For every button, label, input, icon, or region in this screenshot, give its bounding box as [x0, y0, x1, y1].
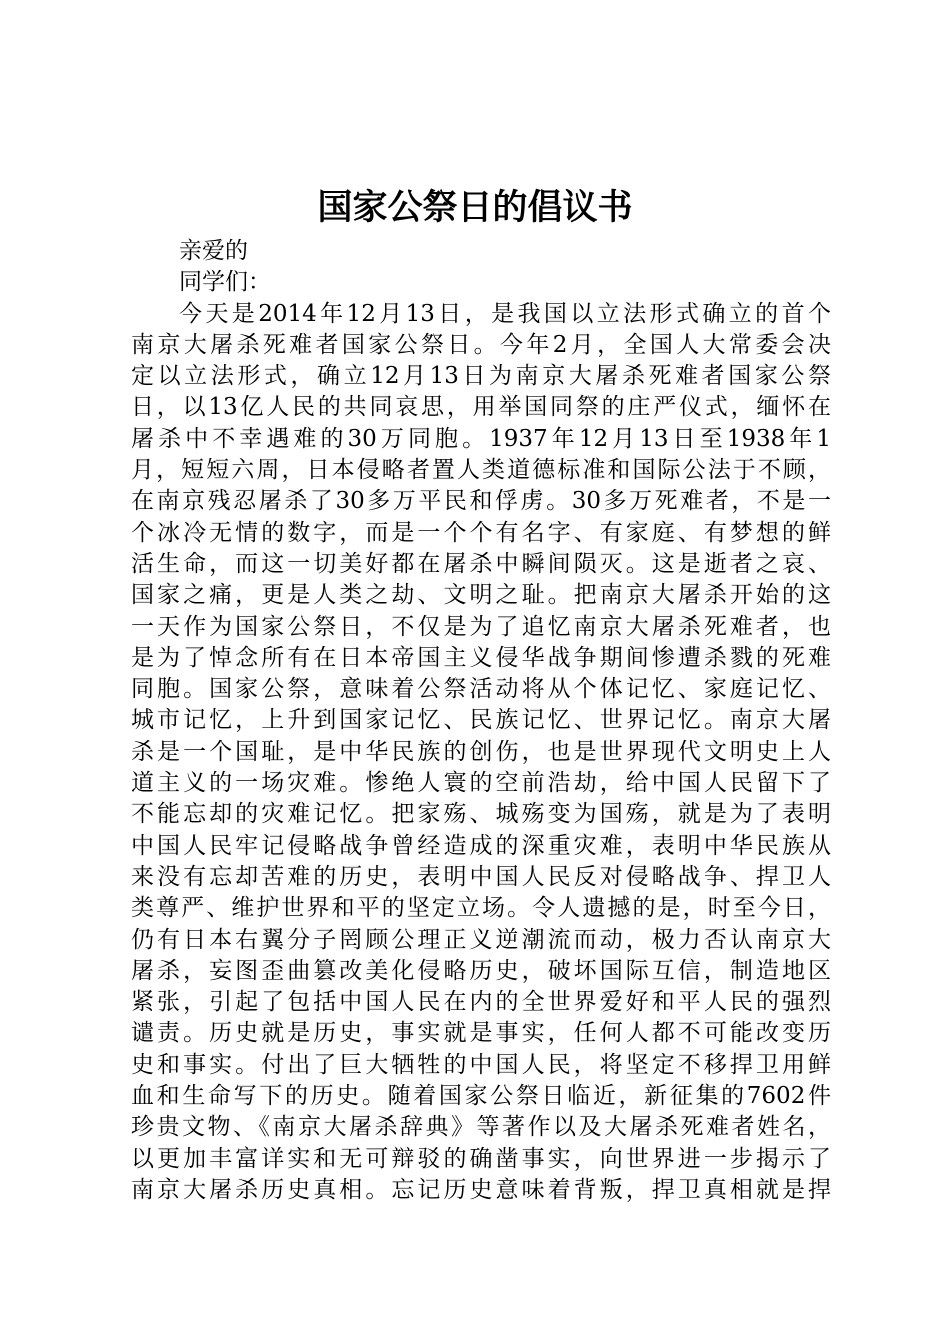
- body-line: 今天是2014年12月13日，是我国以立法形式确立的首个: [179, 300, 831, 327]
- body-line: 同胞。国家公祭，意味着公祭活动将从个体记忆、家庭记忆、: [131, 676, 831, 703]
- body-line: 国家之痛，更是人类之劫、文明之耻。把南京大屠杀开始的这: [131, 582, 831, 609]
- body-line: 史和事实。付出了巨大牺牲的中国人民，将坚定不移捍卫用鲜: [131, 1051, 831, 1078]
- body-line: 以更加丰富详实和无可辩驳的确凿事实，向世界进一步揭示了: [131, 1145, 831, 1172]
- body-line: 道主义的一场灾难。惨绝人寰的空前浩劫，给中国人民留下了: [131, 770, 831, 797]
- document-title: 国家公祭日的倡议书: [317, 187, 633, 228]
- body-line: 南京大屠杀死难者国家公祭日。今年2月，全国人大常委会决: [131, 331, 831, 358]
- body-line: 南京大屠杀历史真相。忘记历史意味着背叛，捍卫真相就是捍: [131, 1176, 831, 1203]
- body-line: 紧张，引起了包括中国人民在内的全世界爱好和平人民的强烈: [131, 989, 831, 1016]
- body-line: 杀是一个国耻，是中华民族的创伤，也是世界现代文明史上人: [131, 738, 831, 765]
- body-line: 屠杀中不幸遇难的30万同胞。1937年12月13日至1938年1: [131, 425, 831, 452]
- body-line: 血和生命写下的历史。随着国家公祭日临近，新征集的7602件: [131, 1083, 831, 1110]
- salutation-line-1: 亲爱的: [179, 238, 248, 264]
- body-line: 是为了悼念所有在日本帝国主义侵华战争期间惨遭杀戮的死难: [131, 644, 831, 671]
- body-line: 个冰冷无情的数字，而是一个个有名字、有家庭、有梦想的鲜: [131, 519, 831, 546]
- body-line: 屠杀，妄图歪曲篡改美化侵略历史，破坏国际互信，制造地区: [131, 957, 831, 984]
- body-line: 定以立法形式，确立12月13日为南京大屠杀死难者国家公祭: [131, 363, 831, 390]
- body-line: 仍有日本右翼分子罔顾公理正义逆潮流而动，极力否认南京大: [131, 926, 831, 953]
- body-line: 来没有忘却苦难的历史，表明中国人民反对侵略战争、捍卫人: [131, 863, 831, 890]
- body-line: 在南京残忍屠杀了30多万平民和俘虏。30多万死难者，不是一: [131, 488, 831, 515]
- body-line: 一天作为国家公祭日，不仅是为了追忆南京大屠杀死难者，也: [131, 613, 831, 640]
- salutation-line-2: 同学们：: [179, 269, 271, 296]
- body-line: 活生命，而这一切美好都在屠杀中瞬间陨灭。这是逝者之哀、: [131, 550, 831, 577]
- body-line: 日，以13亿人民的共同哀思，用举国同祭的庄严仪式，缅怀在: [131, 394, 831, 421]
- body-line: 不能忘却的灾难记忆。把家殇、城殇变为国殇，就是为了表明: [131, 801, 831, 828]
- body-line: 类尊严、维护世界和平的坚定立场。令人遗撼的是，时至今日，: [131, 895, 831, 922]
- body-line: 谴责。历史就是历史，事实就是事实，任何人都不可能改变历: [131, 1020, 831, 1047]
- body-line: 城市记忆，上升到国家记忆、民族记忆、世界记忆。南京大屠: [131, 707, 831, 734]
- body-line: 珍贵文物、《南京大屠杀辞典》等著作以及大屠杀死难者姓名，: [131, 1114, 831, 1141]
- document-body: [131, 236, 831, 1206]
- body-line: 月，短短六周，日本侵略者置人类道德标准和国际公法于不顾，: [131, 457, 831, 484]
- body-line: 中国人民牢记侵略战争曾经造成的深重灾难，表明中华民族从: [131, 832, 831, 859]
